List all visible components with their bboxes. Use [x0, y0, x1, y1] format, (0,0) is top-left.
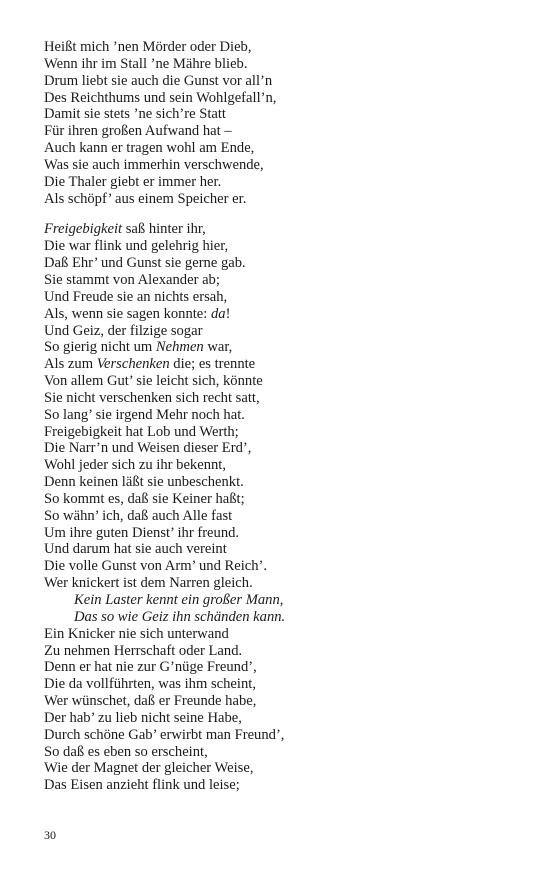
text-segment: Und Geiz, der filzige sogar — [44, 322, 203, 339]
text-segment: saß hinter ihr, — [122, 221, 206, 238]
poem-line — [44, 373, 524, 390]
poem-line — [44, 407, 524, 424]
poem-line — [44, 390, 524, 407]
poem-line — [44, 73, 524, 90]
poem-line — [44, 474, 524, 491]
text-segment: Zu nehmen Herrschaft oder Land. — [44, 642, 243, 659]
text-segment: So lang’ sie irgend Mehr noch hat. — [44, 406, 245, 423]
poem-line — [44, 558, 524, 575]
text-segment: Die da vollführten, was ihm scheint, — [44, 676, 256, 693]
text-segment: Was sie auch immerhin verschwende, — [44, 156, 264, 173]
poem-line — [44, 140, 524, 157]
poem-line — [44, 592, 524, 609]
text-segment: Wohl jeder sich zu ihr bekennt, — [44, 457, 227, 474]
text-segment: Die war flink und gelehrig hier, — [44, 238, 229, 255]
text-segment: Das Eisen anzieht flink und leise; — [44, 777, 240, 794]
text-segment: Und Freude sie an nichts ersah, — [44, 288, 228, 305]
italic-text: da — [211, 305, 226, 322]
poem-line — [44, 356, 524, 373]
poem-line — [44, 643, 524, 660]
text-segment: Freigebigkeit hat Lob und Werth; — [44, 423, 239, 440]
poem-line — [44, 609, 524, 626]
text-segment: Wenn ihr im Stall ’ne Mähre blieb. — [44, 55, 248, 72]
poem-line — [44, 157, 524, 174]
poem-line — [44, 339, 524, 356]
poem-line — [44, 541, 524, 558]
text-segment: Ein Knicker nie sich unterwand — [44, 625, 229, 642]
poem-line — [44, 575, 524, 592]
text-segment: Sie stammt von Alexander ab; — [44, 271, 220, 288]
poem-line — [44, 39, 524, 56]
poem-line — [44, 306, 524, 323]
text-segment: Als schöpf’ aus einem Speicher er. — [44, 190, 247, 207]
stanza — [44, 39, 524, 207]
text-segment: Denn er hat nie zur G’nüge Freund’, — [44, 659, 257, 676]
text-segment: Als, wenn sie sagen konnte: — [44, 305, 211, 322]
text-segment: Von allem Gut’ sie leicht sich, könnte — [44, 373, 263, 390]
text-segment: Daß Ehr’ und Gunst sie gerne gab. — [44, 255, 246, 272]
poem-line — [44, 693, 524, 710]
text-segment: So wähn’ ich, daß auch Alle fast — [44, 507, 233, 524]
text-segment: Als zum — [44, 356, 97, 373]
poem-line — [44, 710, 524, 727]
poem-line — [44, 424, 524, 441]
poem-line — [44, 272, 524, 289]
poem-line — [44, 238, 524, 255]
italic-text: Nehmen — [155, 339, 204, 356]
text-segment: So daß es eben so erscheint, — [44, 743, 208, 760]
text-segment: Heißt mich ’nen Mörder oder Dieb, — [44, 39, 252, 55]
poem-line — [44, 508, 524, 525]
poem-line — [44, 457, 524, 474]
stanza — [44, 221, 524, 794]
poem-line — [44, 777, 524, 794]
italic-text: Verschenken — [96, 356, 170, 373]
page-number: 30 — [44, 828, 56, 842]
text-segment: Für ihren großen Aufwand hat – — [44, 123, 232, 140]
poem-line — [44, 659, 524, 676]
poem-line — [44, 323, 524, 340]
text-segment: Durch schöne Gab’ erwirbt man Freund’, — [44, 726, 285, 743]
text-segment: Denn keinen läßt sie unbeschenkt. — [44, 474, 244, 491]
text-segment: Die volle Gunst von Arm’ und Reich’. — [44, 558, 268, 575]
poem-line — [44, 676, 524, 693]
text-segment: Auch kann er tragen wohl am Ende, — [44, 140, 255, 157]
text-segment: Sie nicht verschenken sich recht satt, — [44, 389, 260, 406]
text-segment: Und darum hat sie auch vereint — [44, 541, 227, 558]
text-segment: Wer knickert ist dem Narren gleich. — [44, 575, 253, 592]
text-segment: Wer wünschet, daß er Freunde habe, — [44, 693, 257, 710]
poem-line — [44, 626, 524, 643]
text-segment: So kommt es, daß sie Keiner haßt; — [44, 490, 245, 507]
text-segment: Des Reichthums und sein Wohlgefall’n, — [44, 89, 277, 106]
text-segment: Die Thaler giebt er immer her. — [44, 173, 222, 190]
text-segment: war, — [203, 339, 233, 356]
text-segment: So gierig nicht um — [44, 339, 156, 356]
text-segment: die; es trennte — [169, 356, 256, 373]
italic-text: Freigebigkeit — [44, 221, 123, 238]
text-segment: Wie der Magnet der gleicher Weise, — [44, 760, 254, 777]
poem-line — [44, 123, 524, 140]
text-segment: Damit sie stets ’ne sich’re Statt — [44, 106, 226, 123]
text-segment: Der hab’ zu lieb nicht seine Habe, — [44, 709, 242, 726]
poem-line — [44, 56, 524, 73]
text-segment: ! — [225, 305, 231, 322]
poem-line — [44, 221, 524, 238]
poem-line — [44, 525, 524, 542]
poem-line — [44, 289, 524, 306]
italic-text: Kein Laster kennt ein großer Mann, — [74, 592, 284, 608]
text-segment: Um ihre guten Dienst’ ihr freund. — [44, 524, 240, 541]
poem-line — [44, 727, 524, 744]
italic-text: Das so wie Geiz ihn schänden kann. — [74, 608, 286, 625]
poem-line — [44, 174, 524, 191]
poem-text — [44, 39, 524, 808]
poem-line — [44, 191, 524, 208]
poem-line — [44, 760, 524, 777]
poem-line — [44, 440, 524, 457]
poem-line — [44, 90, 524, 107]
poem-line — [44, 106, 524, 123]
text-segment: Drum liebt sie auch die Gunst vor all’n — [44, 72, 273, 89]
text-segment: Die Narr’n und Weisen dieser Erd’, — [44, 440, 252, 457]
poem-line — [44, 744, 524, 761]
poem-line — [44, 491, 524, 508]
poem-line — [44, 255, 524, 272]
